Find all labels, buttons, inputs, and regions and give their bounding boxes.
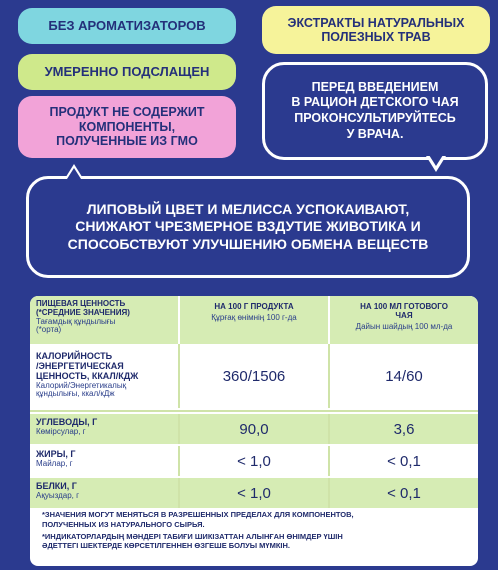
header-col3-title: НА 100 МЛ ГОТОВОГО ЧАЯ — [360, 302, 448, 321]
badge-herb-extracts-text: ЭКСТРАКТЫ НАТУРАЛЬНЫХ ПОЛЕЗНЫХ ТРАВ — [287, 15, 465, 44]
header-nutrition-value — [30, 296, 178, 344]
header-per-100g — [178, 296, 328, 344]
footnote-kz: *ИНДИКАТОРЛАРДЫҢ МӘНДЕРІ ТАБИҒИ ШИКІЗАТТАН АЛЫНҒАН ӨНІМДЕР ҮШІН ӘДЕТТЕГІ ШЕКТЕРДЕ КӨРСЕТІЛГЕННЕН ӨЗГЕШЕ БОЛУЫ МҮМКІН. — [42, 531, 343, 551]
benefit-bubble-tail-inner — [67, 168, 81, 179]
row-divider — [30, 410, 478, 412]
fat-tea-value: < 0,1 — [328, 446, 478, 476]
badge-moderately-sweetened-text: УМЕРЕННО ПОДСЛАЩЕН — [44, 63, 210, 79]
badge-no-flavors — [18, 8, 236, 44]
badge-moderately-sweetened — [18, 54, 236, 90]
header-col1-title: ПИЩЕВАЯ ЦЕННОСТЬ (*СРЕДНИЕ ЗНАЧЕНИЯ) — [36, 299, 130, 317]
carbs-label: УГЛЕВОДЫ, Г — [36, 417, 98, 427]
carbs-product-value: 90,0 — [178, 414, 328, 444]
carbs-tea-value: 3,6 — [328, 414, 478, 444]
fat-label-cell — [30, 446, 178, 476]
calories-product-value: 360/1506 — [178, 344, 328, 408]
header-per-100ml — [328, 296, 478, 344]
advice-speech-bubble — [262, 62, 488, 160]
protein-label-cell — [30, 478, 178, 508]
badge-herb-extracts — [262, 6, 490, 54]
fat-product-value: < 1,0 — [178, 446, 328, 476]
benefit-text: ЛИПОВЫЙ ЦВЕТ И МЕЛИССА УСПОКАИВАЮТ, СНИЖАЮТ ЧРЕЗМЕРНОЕ ВЗДУТИЕ ЖИВОТИКА И СПОСОБСТВУЮТ УЛУЧШЕНИЮ ОБМЕНА ВЕЩЕСТВ — [67, 200, 429, 252]
protein-sub: Ақуыздар, г — [36, 490, 80, 500]
advice-text: ПЕРЕД ВВЕДЕНИЕМ В РАЦИОН ДЕТСКОГО ЧАЯ ПРОКОНСУЛЬТИРУЙТЕСЬ У ВРАЧА. — [291, 79, 459, 141]
protein-product-value: < 1,0 — [178, 478, 328, 508]
badge-no-gmo — [18, 96, 236, 158]
table-row-fat — [30, 446, 478, 476]
nutrition-table — [30, 296, 478, 566]
header-col2-sub: Құрғақ өнімнің 100 г-да — [211, 313, 297, 323]
badge-no-flavors-text: БЕЗ АРОМАТИЗАТОРОВ — [48, 17, 206, 33]
benefit-speech-bubble — [26, 176, 470, 278]
protein-label: БЕЛКИ, Г — [36, 481, 77, 491]
header-col1-sub: Тағамдық құндылығы (*орта) — [36, 316, 116, 335]
nutrition-header-row — [30, 296, 478, 344]
fat-label: ЖИРЫ, Г — [36, 449, 76, 459]
header-col3-sub: Дайын шайдың 100 мл-да — [355, 322, 453, 332]
calories-label: КАЛОРИЙНОСТЬ /ЭНЕРГЕТИЧЕСКАЯ ЦЕННОСТЬ, ККАЛ/КДЖ — [36, 351, 139, 381]
fat-sub: Майлар, г — [36, 458, 73, 468]
protein-tea-value: < 0,1 — [328, 478, 478, 508]
table-footnotes — [42, 510, 472, 553]
footnote-ru: *ЗНАЧЕНИЯ МОГУТ МЕНЯТЬСЯ В РАЗРЕШЕННЫХ ПРЕДЕЛАХ ДЛЯ КОМПОНЕНТОВ, ПОЛУЧЕННЫХ ИЗ НАТУРАЛЬНОГО СЫРЬЯ. — [42, 510, 354, 529]
table-row-carbs — [30, 414, 478, 444]
badge-no-gmo-text: ПРОДУКТ НЕ СОДЕРЖИТ КОМПОНЕНТЫ, ПОЛУЧЕННЫЕ ИЗ ГМО — [49, 105, 205, 149]
header-col2-title: НА 100 Г ПРОДУКТА — [214, 302, 294, 311]
advice-bubble-tail-inner — [429, 155, 443, 166]
table-row-protein — [30, 478, 478, 508]
table-row-calories — [30, 344, 478, 408]
calories-sub: Калорий/Энергетикалық құндылығы, ккал/кДж — [36, 380, 127, 399]
calories-tea-value: 14/60 — [328, 344, 478, 408]
carbs-sub: Көмірсулар, г — [36, 426, 86, 436]
carbs-label-cell — [30, 414, 178, 444]
calories-label-cell — [30, 344, 178, 408]
